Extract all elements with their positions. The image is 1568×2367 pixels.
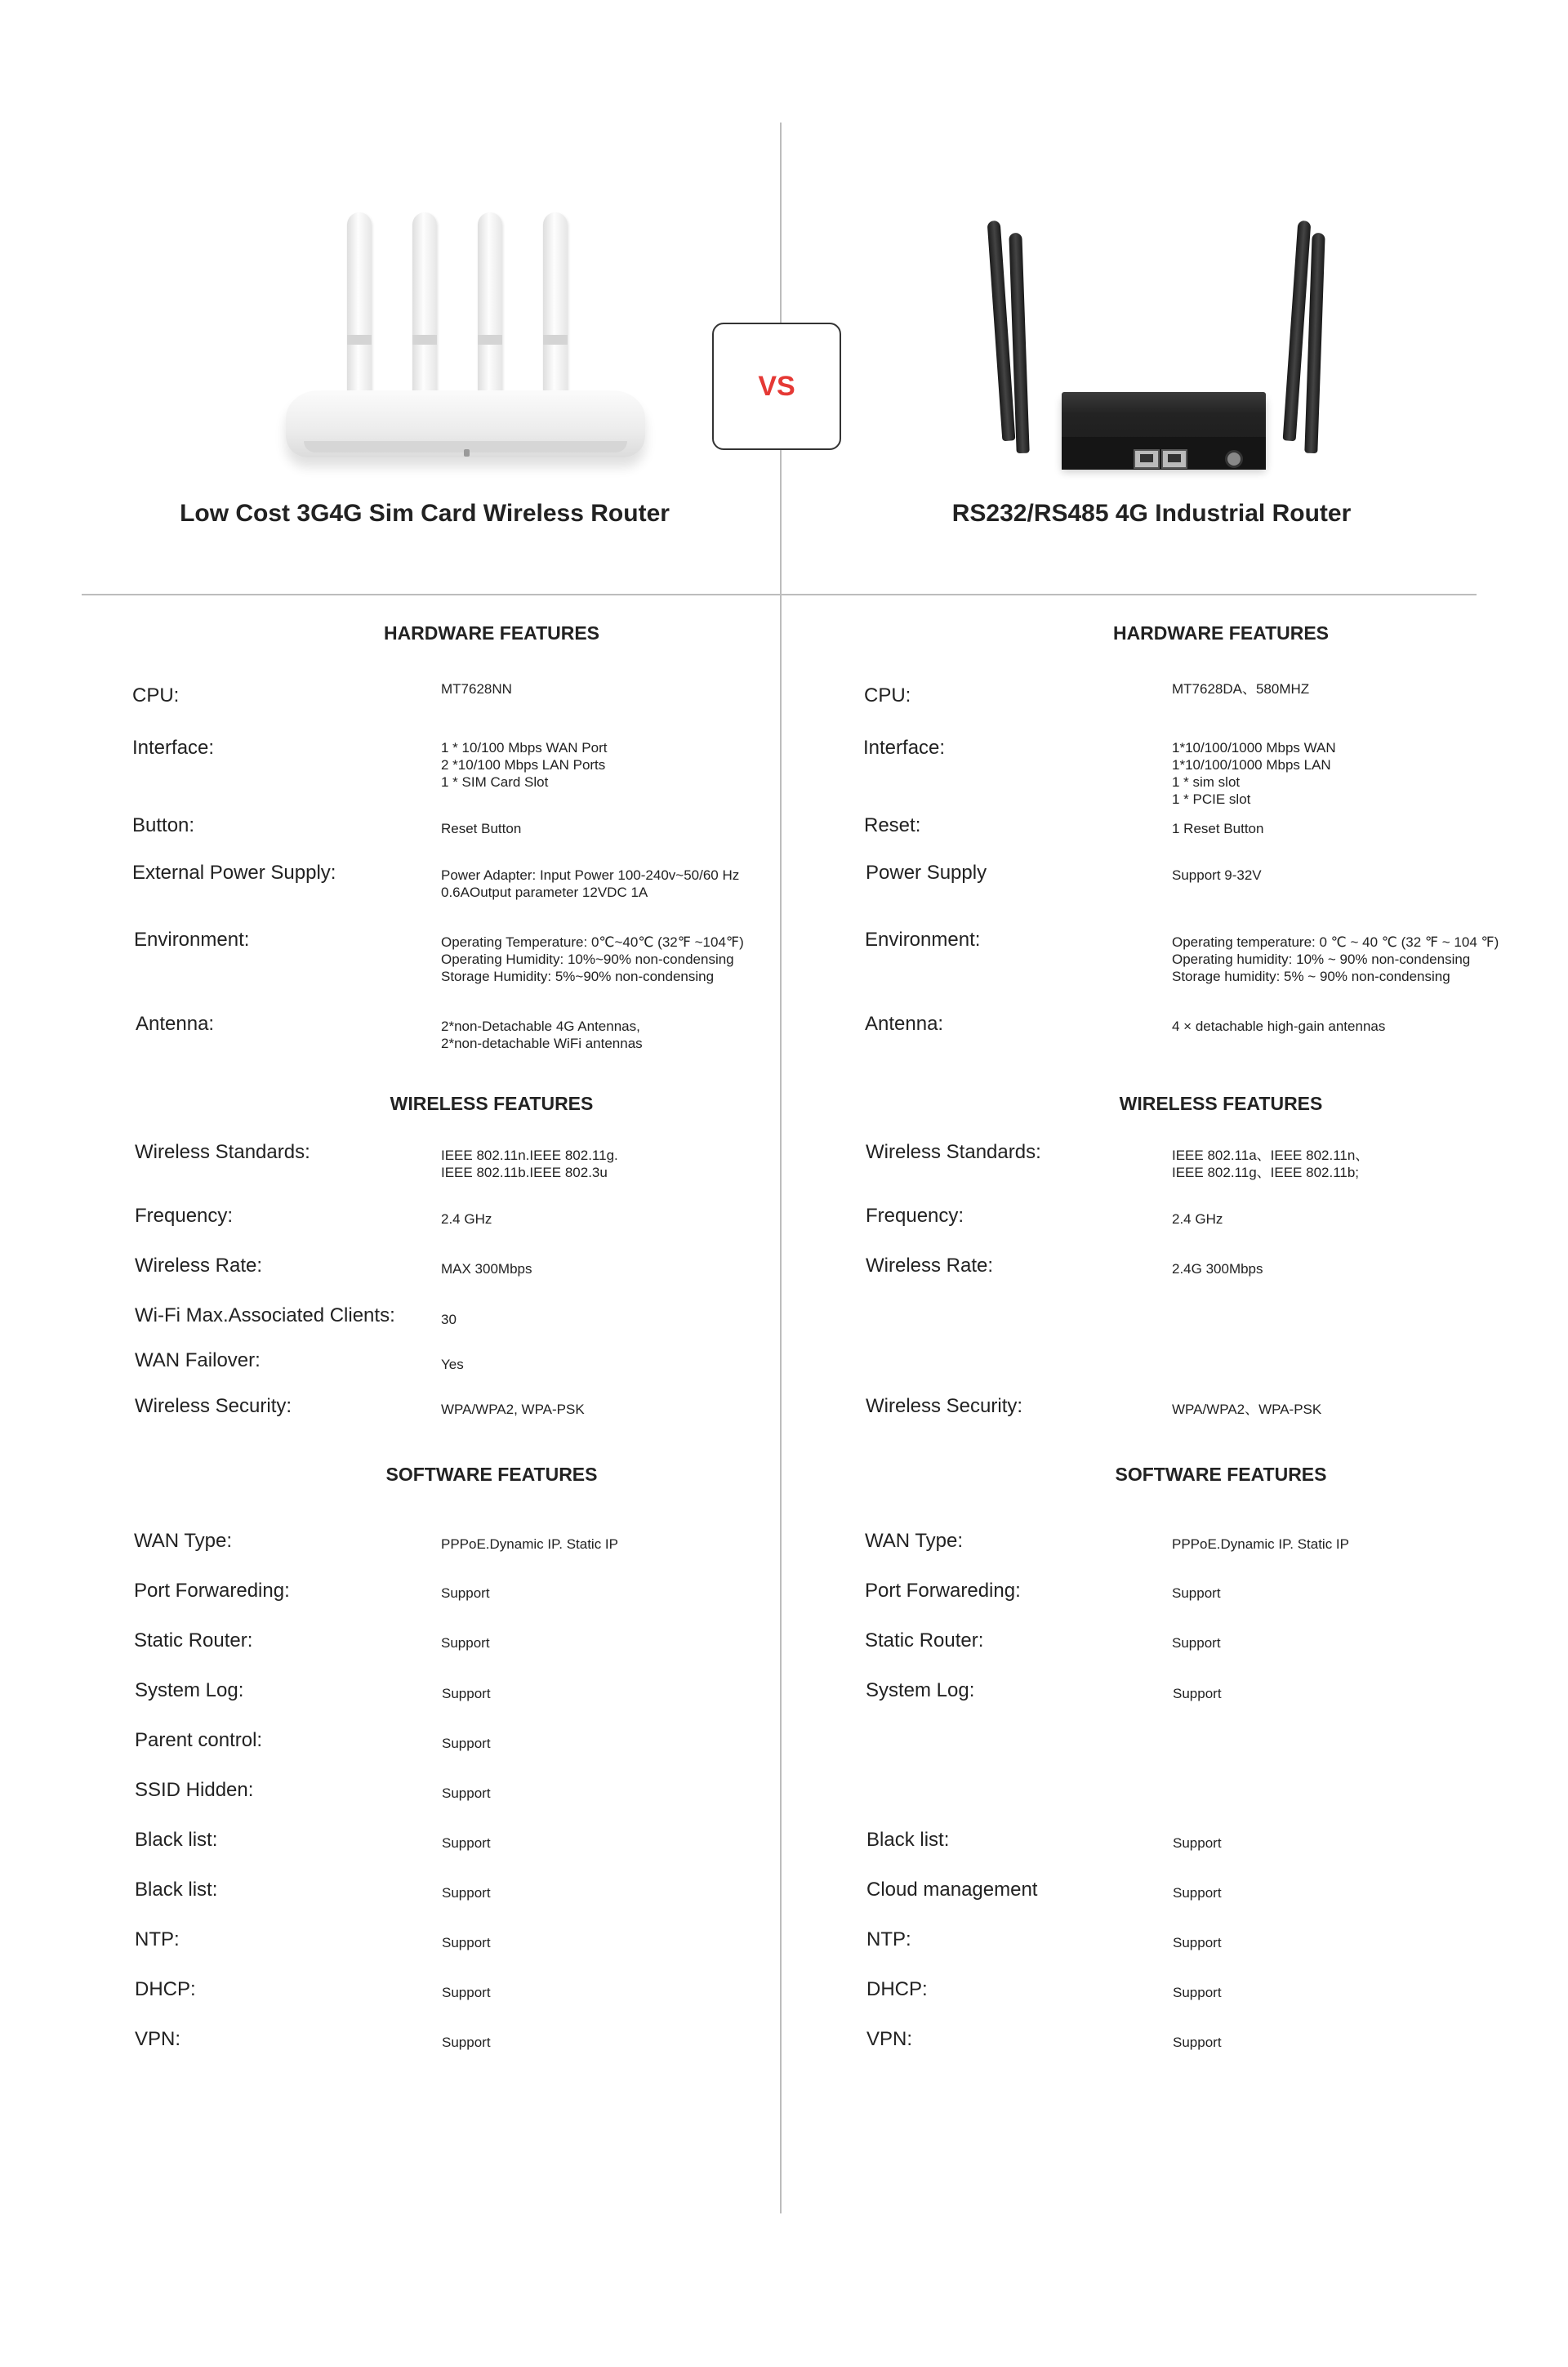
right-spec-value [1172, 739, 1336, 808]
spec-value-line: Support [442, 1785, 491, 1801]
left-spec-label: CPU: [132, 684, 180, 707]
left-spec-value [441, 1401, 585, 1418]
left-spec-label: Wi-Fi Max.Associated Clients: [135, 1304, 395, 1326]
left-spec-label: Parent control: [135, 1729, 263, 1751]
spec-value-line: 2*non-Detachable 4G Antennas, [441, 1019, 640, 1034]
left-spec-label: Environment: [134, 929, 250, 951]
right-spec-label: Power Supply [866, 862, 987, 884]
spec-value-line: Operating Temperature: 0℃~40℃ (32℉ ~104℉) [441, 934, 744, 950]
left-spec-label: External Power Supply: [132, 862, 336, 884]
left-spec-label: Frequency: [135, 1205, 234, 1227]
left-spec-value [441, 820, 521, 837]
left-spec-label: Static Router: [134, 1629, 253, 1652]
right-spec-label: Static Router: [865, 1629, 984, 1652]
power-jack [1225, 450, 1243, 468]
left-spec-label: Wireless Security: [135, 1395, 292, 1417]
right-spec-label: Interface: [863, 737, 946, 759]
spec-value-line: Support [442, 2035, 491, 2050]
spec-value-line: MAX 300Mbps [441, 1261, 532, 1277]
left-hardware-heading: HARDWARE FEATURES [383, 622, 600, 644]
right-spec-value [1173, 1685, 1222, 1702]
right-spec-value [1173, 1984, 1222, 2001]
left-spec-label: Wireless Standards: [135, 1141, 310, 1163]
right-product [784, 188, 1519, 527]
spec-value-line: 1 * PCIE slot [1172, 791, 1251, 807]
spec-value-line: Support [441, 1635, 490, 1651]
spec-value-line: Support [442, 1935, 491, 1950]
spec-value-line: 30 [441, 1312, 457, 1327]
spec-value-line: 2.4G 300Mbps [1172, 1261, 1263, 1277]
left-spec-label: Button: [132, 814, 195, 836]
spec-value-line: IEEE 802.11a、IEEE 802.11n、 [1172, 1148, 1370, 1163]
right-spec-label: Wireless Standards: [866, 1141, 1041, 1163]
left-spec-value [441, 1536, 618, 1553]
spec-value-line: 4 × detachable high-gain antennas [1172, 1019, 1386, 1034]
spec-value-line: Support [1172, 1635, 1221, 1651]
spec-value-line: 2.4 GHz [1172, 1211, 1223, 1227]
spec-value-line: Support [442, 1835, 491, 1851]
spec-value-line: Support [442, 1985, 491, 2000]
left-spec-value [441, 867, 739, 901]
right-spec-value [1172, 1536, 1349, 1553]
right-spec-value [1173, 1934, 1222, 1951]
right-spec-label: System Log: [866, 1679, 975, 1701]
left-spec-label: Interface: [132, 737, 215, 759]
right-spec-value [1172, 934, 1499, 985]
spec-value-line: Support [1173, 2035, 1222, 2050]
left-spec-value [441, 934, 744, 985]
left-spec-value [441, 680, 512, 698]
router-antenna [347, 212, 372, 402]
right-spec-value [1172, 1147, 1369, 1181]
spec-value-line: Storage Humidity: 5%~90% non-condensing [441, 969, 715, 984]
spec-value-line: WPA/WPA2、WPA-PSK [1172, 1402, 1322, 1417]
left-spec-value [441, 1210, 492, 1228]
right-spec-value [1172, 867, 1262, 884]
left-spec-value [442, 1934, 491, 1951]
ethernet-port [1161, 449, 1187, 469]
white-router-image [57, 188, 792, 474]
left-spec-value [441, 1311, 457, 1328]
right-spec-label: Black list: [866, 1829, 950, 1851]
right-hardware-heading: HARDWARE FEATURES [1112, 622, 1330, 644]
left-product-title: Low Cost 3G4G Sim Card Wireless Router [180, 500, 670, 527]
right-spec-label: NTP: [866, 1928, 911, 1950]
spec-value-line: Yes [441, 1357, 464, 1372]
left-spec-label: Black list: [135, 1879, 218, 1901]
right-spec-label: Environment: [865, 929, 981, 951]
spec-value-line: Support [442, 1736, 491, 1751]
spec-value-line: 2 *10/100 Mbps LAN Ports [441, 757, 606, 773]
spec-value-line: IEEE 802.11b.IEEE 802.3u [441, 1165, 608, 1180]
spec-value-line: Support [1173, 1686, 1222, 1701]
left-spec-label: SSID Hidden: [135, 1779, 254, 1801]
right-spec-value [1172, 820, 1263, 837]
right-spec-value [1172, 1018, 1385, 1035]
left-spec-label: Black list: [135, 1829, 218, 1851]
spec-value-line: Support [1172, 1585, 1221, 1601]
left-spec-value [442, 1785, 491, 1802]
left-spec-value [442, 1984, 491, 2001]
right-spec-value [1172, 1585, 1221, 1602]
right-spec-value [1172, 1401, 1321, 1418]
spec-value-line: Support [1173, 1835, 1222, 1851]
left-spec-label: Port Forwareding: [134, 1580, 290, 1602]
right-product-title: RS232/RS485 4G Industrial Router [951, 500, 1352, 527]
spec-value-line: Support [1173, 1985, 1222, 2000]
spec-value-line: 2*non-detachable WiFi antennas [441, 1036, 643, 1051]
spec-value-line: Support [442, 1885, 491, 1901]
spec-value-line: IEEE 802.11n.IEEE 802.11g. [441, 1148, 618, 1163]
spec-value-line: Support [441, 1585, 490, 1601]
spec-value-line: Support [1173, 1885, 1222, 1901]
right-spec-label: VPN: [866, 2028, 913, 2050]
spec-value-line: PPPoE.Dynamic IP. Static IP [441, 1536, 618, 1552]
right-spec-value [1172, 1260, 1263, 1277]
left-spec-label: Wireless Rate: [135, 1255, 263, 1277]
spec-value-line: Reset Button [441, 821, 522, 836]
left-spec-value [441, 1147, 618, 1181]
left-spec-label: WAN Failover: [135, 1349, 261, 1371]
spec-value-line: Operating Humidity: 10%~90% non-condensing [441, 952, 734, 967]
right-spec-label: Port Forwareding: [865, 1580, 1021, 1602]
spec-value-line: 1 * sim slot [1172, 774, 1241, 790]
left-spec-value [441, 1260, 532, 1277]
right-software-heading: SOFTWARE FEATURES [1115, 1464, 1327, 1485]
left-spec-value [441, 1585, 490, 1602]
router-antenna [543, 212, 568, 402]
spec-value-line: Support [442, 1686, 491, 1701]
left-spec-value [442, 1834, 491, 1852]
router-antenna [412, 212, 437, 402]
left-software-heading: SOFTWARE FEATURES [385, 1464, 598, 1485]
left-spec-value [442, 1685, 491, 1702]
right-spec-value [1173, 1884, 1222, 1901]
right-wireless-heading: WIRELESS FEATURES [1119, 1093, 1323, 1114]
left-wireless-heading: WIRELESS FEATURES [390, 1093, 594, 1114]
left-spec-value [441, 1634, 490, 1652]
left-spec-label: NTP: [135, 1928, 180, 1950]
left-spec-value [441, 1356, 464, 1373]
left-spec-label: DHCP: [135, 1978, 196, 2000]
right-spec-label: Cloud management [866, 1879, 1038, 1901]
right-spec-label: Wireless Security: [866, 1395, 1023, 1417]
spec-value-line: Support 9-32V [1172, 867, 1262, 883]
right-spec-label: DHCP: [866, 1978, 928, 2000]
left-spec-value [441, 739, 607, 791]
spec-value-line: PPPoE.Dynamic IP. Static IP [1172, 1536, 1349, 1552]
left-spec-label: System Log: [135, 1679, 244, 1701]
spec-value-line: Operating humidity: 10% ~ 90% non-condensing [1172, 952, 1471, 967]
spec-value-line: 1 * 10/100 Mbps WAN Port [441, 740, 608, 756]
spec-value-line: 2.4 GHz [441, 1211, 492, 1227]
right-spec-value [1173, 1834, 1222, 1852]
spec-value-line: Storage humidity: 5% ~ 90% non-condensing [1172, 969, 1450, 984]
right-spec-label: Wireless Rate: [866, 1255, 994, 1277]
spec-value-line: Operating temperature: 0 ℃ ~ 40 ℃ (32 ℉ ~ 104 ℉) [1172, 934, 1499, 950]
right-spec-value [1173, 2034, 1222, 2051]
right-spec-value [1172, 1210, 1223, 1228]
right-spec-value [1172, 680, 1309, 698]
header-divider [82, 594, 1477, 595]
spec-value-line: 1*10/100/1000 Mbps WAN [1172, 740, 1336, 756]
left-spec-label: Antenna: [136, 1013, 215, 1035]
router-antenna [478, 212, 502, 402]
right-spec-label: Reset: [864, 814, 921, 836]
spec-value-line: 1 * SIM Card Slot [441, 774, 549, 790]
spec-value-line: MT7628DA、580MHZ [1172, 681, 1310, 697]
left-spec-value [441, 1018, 643, 1052]
left-spec-value [442, 1884, 491, 1901]
right-spec-label: Frequency: [866, 1205, 964, 1227]
left-spec-value [442, 1735, 491, 1752]
industrial-router-image [784, 188, 1519, 474]
router-led [464, 449, 470, 457]
spec-value-line: IEEE 802.11g、IEEE 802.11b; [1172, 1165, 1360, 1180]
router-body [286, 390, 645, 457]
spec-value-line: 1*10/100/1000 Mbps LAN [1172, 757, 1331, 773]
vs-badge: VS [712, 323, 841, 450]
spec-value-line: Support [1173, 1935, 1222, 1950]
spec-value-line: MT7628NN [441, 681, 512, 697]
left-product [57, 188, 792, 527]
left-spec-label: VPN: [135, 2028, 181, 2050]
ethernet-port [1134, 449, 1160, 469]
spec-value-line: WPA/WPA2, WPA-PSK [441, 1402, 585, 1417]
left-spec-label: WAN Type: [134, 1530, 233, 1552]
right-spec-label: Antenna: [865, 1013, 944, 1035]
right-spec-label: CPU: [864, 684, 911, 707]
right-spec-value [1172, 1634, 1221, 1652]
spec-value-line: Power Adapter: Input Power 100-240v~50/60 Hz [441, 867, 740, 883]
right-spec-label: WAN Type: [865, 1530, 964, 1552]
left-spec-value [442, 2034, 491, 2051]
spec-value-line: 0.6AOutput parameter 12VDC 1A [441, 885, 648, 900]
spec-value-line: 1 Reset Button [1172, 821, 1264, 836]
